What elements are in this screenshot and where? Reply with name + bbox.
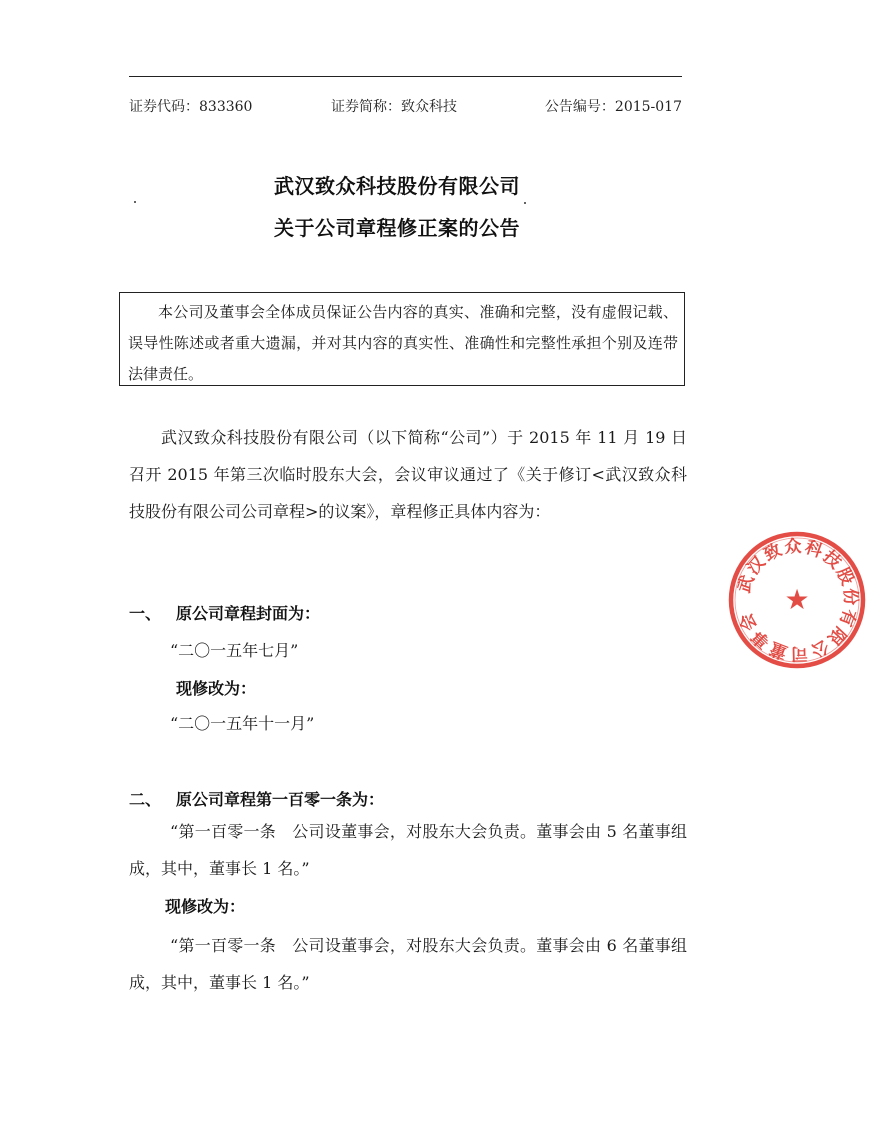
header-rule [129, 76, 682, 77]
intro-paragraph: 武汉致众科技股份有限公司（以下简称“公司”）于 2015 年 11 月 19 日召开 2015 年第三次临时股东大会，会议审议通过了《关于修订<武汉致众科技股份有限公司公司章程>的议案》，章程修正具体内容为： [129, 428, 687, 521]
scan-speck [524, 202, 526, 204]
section-1-revised: “二〇一五年十一月” [170, 714, 315, 733]
announcement-number: 公告编号：2015-017 [544, 99, 682, 115]
seal-text: 武汉致众科技股份有限公司董事会 [734, 536, 861, 664]
section-1-title: 原公司章程封面为： [176, 604, 321, 623]
section-2-revised-label: 现修改为： [165, 897, 246, 916]
section-2-original: “第一百零一条 公司设董事会，对股东大会负责。董事会由 5 名董事组成，其中，董事长 1 名。” [129, 822, 687, 878]
section-2-heading [129, 787, 384, 810]
section-1-original: “二〇一五年七月” [170, 641, 299, 660]
document-title: 关于公司章程修正案的公告 [274, 216, 520, 240]
seal-star: ★ [784, 583, 810, 616]
company-title: 武汉致众科技股份有限公司 [274, 174, 520, 198]
section-1-revised-label: 现修改为： [176, 679, 257, 698]
section-1-number: 一、 [129, 604, 162, 623]
stock-code: 证券代码：833360 [129, 99, 253, 115]
document-header [129, 96, 682, 118]
section-1-heading [129, 601, 320, 624]
responsibility-statement-box [119, 292, 685, 386]
responsibility-statement: 本公司及董事会全体成员保证公告内容的真实、准确和完整，没有虚假记载、误导性陈述或者重大遗漏，并对其内容的真实性、准确性和完整性承担个别及连带法律责任。 [128, 303, 678, 383]
section-2-revised: “第一百零一条 公司设董事会，对股东大会负责。董事会由 6 名董事组成，其中，董事长 1 名。” [129, 936, 687, 992]
section-2-title: 原公司章程第一百零一条为： [176, 790, 385, 809]
company-seal [722, 525, 872, 675]
scan-speck [134, 201, 136, 203]
section-2-number: 二、 [129, 790, 162, 809]
stock-short-name: 证券简称：致众科技 [331, 99, 457, 115]
